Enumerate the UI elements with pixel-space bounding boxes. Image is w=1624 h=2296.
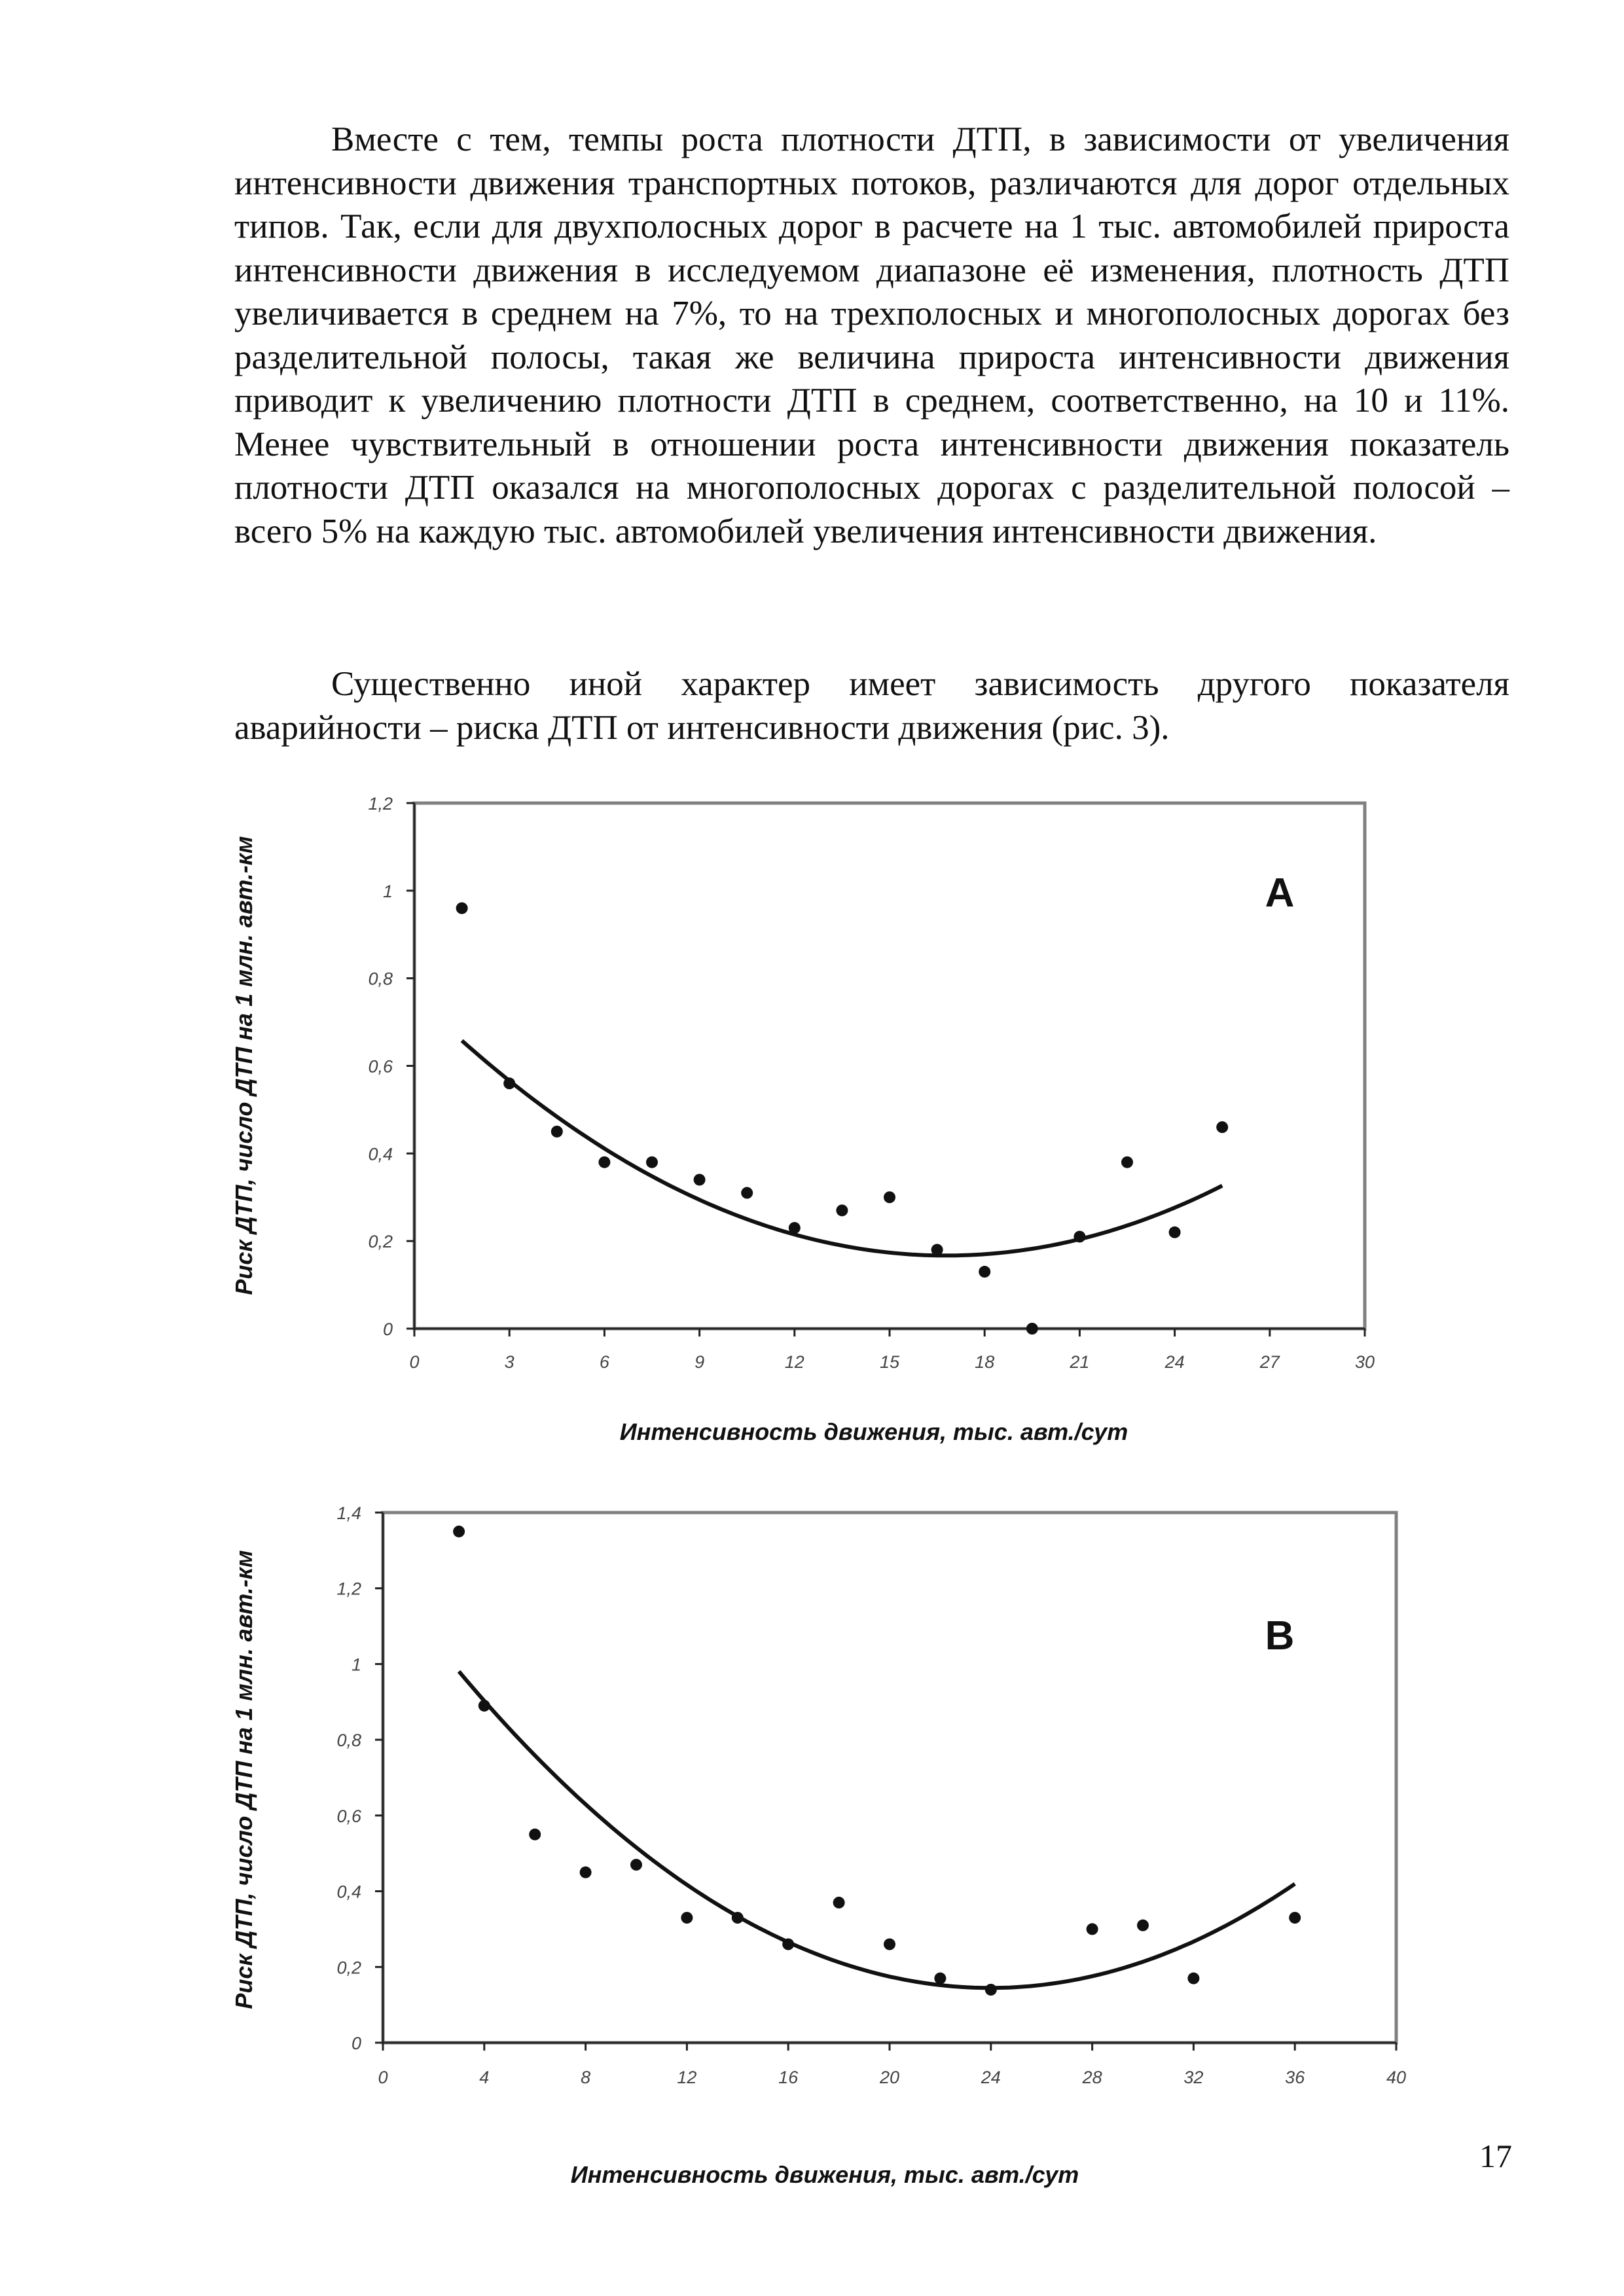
- chart-b-data-point: [630, 1859, 642, 1871]
- chart-a-data-point: [884, 1191, 895, 1203]
- body-paragraph-1: Вместе с тем, темпы роста плотности ДТП, в зависимости от увеличения интенсивности движения транспортных потоков, различаются для дорог отдельных типов. Так, если для двухполосных дорог в расчете на 1 тыс. автомобилей прироста интенсивности движения в исследуемом диапазоне её изменения, плотность ДТП увеличивается в среднем на 7%, то на трехполосных и многополосных дорогах без разделительной полосы, такая же величина прироста интенсивности движения приводит к увеличению плотности ДТП в среднем, соответственно, на 10 и 11%. Менее чувствительный в отношении роста интенсивности движения показатель плотности ДТП оказался на многополосных дорогах с разделительной полосой – всего 5% на каждую тыс. автомобилей увеличения интенсивности движения.: [234, 120, 1509, 550]
- chart-a-data-point: [694, 1174, 706, 1185]
- chart-a-y-tick-label: 1: [382, 881, 393, 901]
- chart-a-data-point: [979, 1266, 990, 1278]
- chart-b-x-tick-label: 16: [778, 2068, 799, 2087]
- chart-a-data-point: [551, 1126, 563, 1138]
- chart-a-group: [230, 794, 1375, 1445]
- chart-b-data-point: [529, 1829, 541, 1840]
- chart-a-y-tick-label: 0,6: [368, 1056, 393, 1077]
- chart-b-x-tick-label: 20: [879, 2068, 900, 2087]
- chart-a-data-point: [1026, 1323, 1038, 1335]
- chart-a-x-tick-label: 9: [695, 1352, 705, 1372]
- chart-b-x-tick-label: 36: [1285, 2068, 1305, 2087]
- chart-b-y-tick-label: 1,4: [336, 1503, 361, 1523]
- chart-b-data-point: [1187, 1973, 1199, 1984]
- chart-b-x-tick-label: 24: [981, 2068, 1001, 2087]
- chart-b-y-tick-label: 0: [351, 2034, 361, 2053]
- chart-a-x-tick-label: 15: [879, 1352, 900, 1372]
- chart-b-data-point: [453, 1526, 465, 1537]
- chart-a-data-point: [789, 1222, 801, 1234]
- chart-a-y-tick-label: 1,2: [368, 794, 393, 814]
- chart-b-data-point: [1289, 1912, 1301, 1924]
- chart-a-y-tick-label: 0,8: [368, 969, 393, 989]
- chart-a-x-tick-label: 27: [1259, 1352, 1280, 1372]
- chart-a-plot-frame: [414, 803, 1365, 1329]
- chart-a-data-point: [598, 1157, 610, 1168]
- chart-b-data-point: [884, 1939, 895, 1950]
- chart-b-y-axis-title: Риск ДТП, число ДТП на 1 млн. авт.-км: [230, 1550, 257, 2009]
- body-paragraph-2: Существенно иной характер имеет зависимость другого показателя аварийности – риска ДТП от интенсивности движения (рис. 3).: [234, 665, 1509, 747]
- chart-a-y-axis-title: Риск ДТП, число ДТП на 1 млн. авт.-км: [230, 836, 257, 1295]
- chart-a-data-point: [503, 1077, 515, 1089]
- chart-b-x-tick-label: 12: [677, 2068, 697, 2087]
- page-number: 17: [1479, 2138, 1512, 2174]
- chart-b-data-point: [1137, 1920, 1149, 1931]
- chart-a-x-tick-label: 12: [784, 1352, 804, 1372]
- chart-b-data-point: [1087, 1923, 1098, 1935]
- chart-b-data-point: [580, 1867, 592, 1878]
- chart-a-data-point: [456, 903, 468, 914]
- chart-b-x-axis-title: Интенсивность движения, тыс. авт./сут: [570, 2161, 1079, 2188]
- chart-b-y-tick-label: 1: [351, 1655, 361, 1675]
- chart-b-panel-label: В: [1265, 1613, 1295, 1659]
- chart-b-x-tick-label: 28: [1082, 2068, 1102, 2087]
- chart-a-x-tick-label: 18: [975, 1352, 995, 1372]
- chart-a-data-point: [1121, 1157, 1133, 1168]
- chart-a-data-point: [836, 1204, 848, 1216]
- chart-a-data-point: [1074, 1230, 1085, 1242]
- chart-b-group: [230, 1503, 1406, 2188]
- chart-a-x-tick-label: 30: [1354, 1352, 1375, 1372]
- chart-a-data-point: [1169, 1227, 1181, 1238]
- chart-b-data-point: [681, 1912, 693, 1924]
- chart-b-data-point: [478, 1700, 490, 1712]
- chart-b-x-tick-label: 8: [581, 2068, 591, 2087]
- chart-a-y-tick-label: 0,4: [368, 1144, 393, 1164]
- chart-b-x-tick-label: 0: [378, 2068, 388, 2087]
- chart-a-y-tick-label: 0: [382, 1319, 393, 1339]
- chart-b-y-tick-label: 1,2: [336, 1579, 361, 1599]
- chart-a-panel-label: А: [1265, 870, 1295, 916]
- chart-a-data-point: [646, 1157, 658, 1168]
- chart-b-y-tick-label: 0,6: [336, 1806, 361, 1826]
- chart-a-data-point: [1216, 1121, 1228, 1133]
- chart-a-y-tick-label: 0,2: [368, 1232, 393, 1252]
- chart-a-x-axis-title: Интенсивность движения, тыс. авт./сут: [619, 1418, 1128, 1445]
- chart-b-data-point: [833, 1897, 845, 1909]
- chart-a-data-point: [931, 1244, 943, 1256]
- chart-a-x-tick-label: 24: [1164, 1352, 1185, 1372]
- chart-b-x-tick-label: 32: [1183, 2068, 1204, 2087]
- chart-a-x-tick-label: 3: [504, 1352, 514, 1372]
- chart-b-y-tick-label: 0,4: [336, 1882, 361, 1902]
- chart-a-x-tick-label: 0: [409, 1352, 420, 1372]
- chart-b-x-tick-label: 40: [1386, 2068, 1407, 2087]
- chart-b-data-point: [985, 1984, 997, 1996]
- chart-b-y-tick-label: 0,2: [336, 1958, 361, 1978]
- chart-b-y-tick-label: 0,8: [336, 1731, 361, 1751]
- chart-b-x-tick-label: 4: [479, 2068, 490, 2087]
- chart-b-data-point: [782, 1939, 794, 1950]
- chart-a-x-tick-label: 6: [599, 1352, 609, 1372]
- chart-a-data-point: [741, 1187, 753, 1199]
- chart-b-data-point: [732, 1912, 744, 1924]
- chart-a-x-tick-label: 21: [1070, 1352, 1090, 1372]
- chart-b-plot-frame: [383, 1513, 1396, 2043]
- chart-b-data-point: [934, 1973, 946, 1984]
